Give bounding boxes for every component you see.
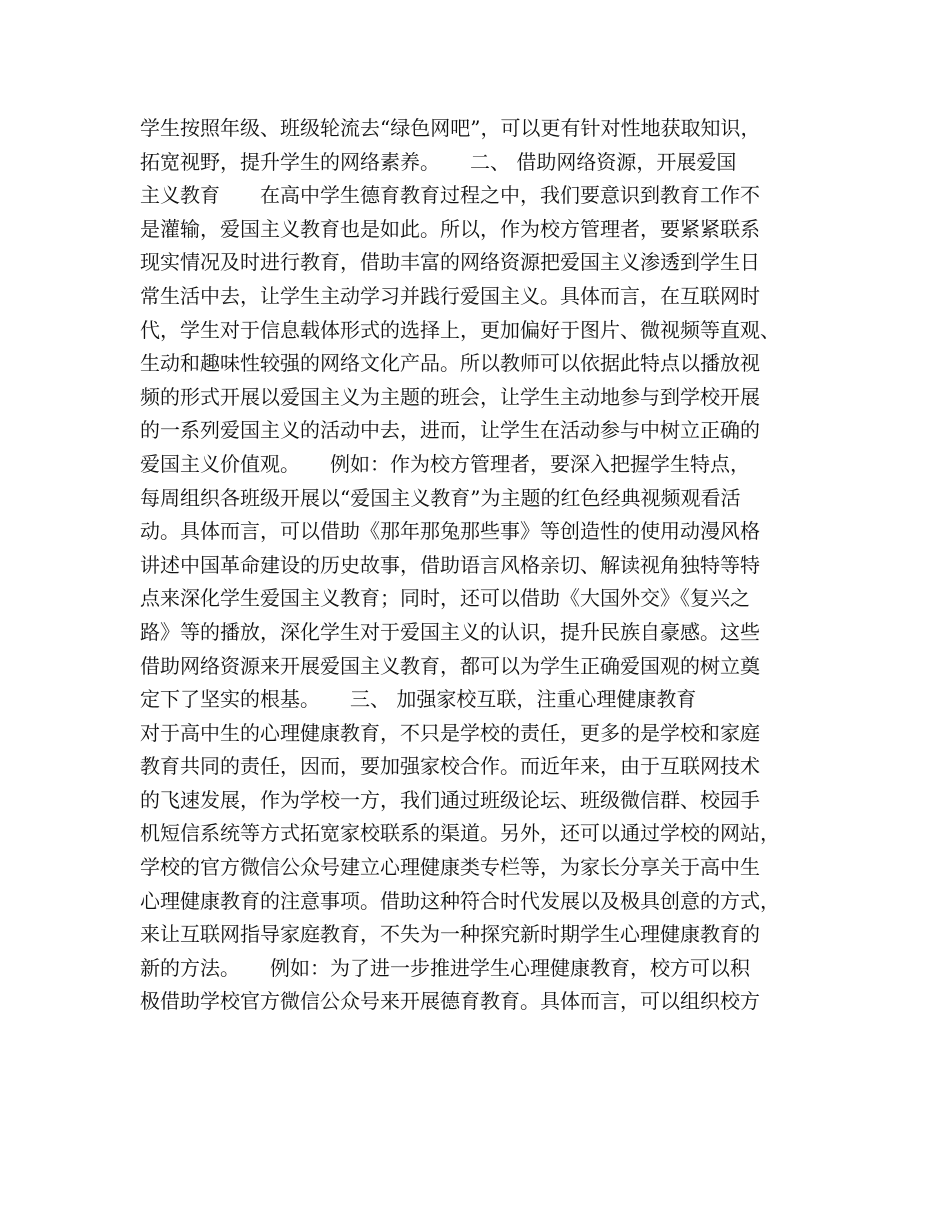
text-line: 极借助学校官方微信公众号来开展德育教育。具体而言，可以组织校方 <box>140 989 760 1014</box>
text-line: 定下了坚实的根基。 三、 加强家校互联，注重心理健康教育 <box>140 687 697 712</box>
text-line: 现实情况及时进行教育，借助丰富的网络资源把爱国主义渗透到学生日 <box>140 250 760 275</box>
text-line: 路》等的播放，深化学生对于爱国主义的认识，提升民族自豪感。这些 <box>140 619 760 644</box>
text-line: 学生按照年级、班级轮流去“绿色网吧”，可以更有针对性地获取知识， <box>140 116 761 140</box>
body-text <box>140 112 830 1019</box>
text-line: 生动和趣味性较强的网络文化产品。所以教师可以依据此特点以播放视 <box>140 351 760 376</box>
text-line: 来让互联网指导家庭教育，不失为一种探究新时期学生心理健康教育的 <box>140 922 760 947</box>
text-line: 教育共同的责任，因而，要加强家校合作。而近年来，由于互联网技术 <box>140 754 760 779</box>
text-line: 常生活中去，让学生主动学习并践行爱国主义。具体而言，在互联网时 <box>140 283 760 308</box>
text-line: 点来深化学生爱国主义教育；同时，还可以借助《大国外交》《复兴之 <box>140 586 750 611</box>
text-line: 借助网络资源来开展爱国主义教育，都可以为学生正确爱国观的树立奠 <box>140 653 760 678</box>
text-line: 频的形式开展以爱国主义为主题的班会，让学生主动地参与到学校开展 <box>140 384 760 409</box>
text-line: 拓宽视野，提升学生的网络素养。 二、 借助网络资源，开展爱国 <box>140 149 737 174</box>
text-line: 对于高中生的心理健康教育，不只是学校的责任，更多的是学校和家庭 <box>140 720 760 745</box>
text-line: 学校的官方微信公众号建立心理健康类专栏等，为家长分享关于高中生 <box>140 855 760 880</box>
text-line: 代，学生对于信息载体形式的选择上，更加偏好于图片、微视频等直观、 <box>140 317 780 342</box>
text-line: 是灌输，爱国主义教育也是如此。所以，作为校方管理者，要紧紧联系 <box>140 216 760 241</box>
text-line: 讲述中国革命建设的历史故事，借助语言风格亲切、解读视角独特等特 <box>140 552 760 577</box>
text-line: 爱国主义价值观。 例如：作为校方管理者，要深入把握学生特点， <box>140 451 750 476</box>
text-line: 每周组织各班级开展以“爱国主义教育”为主题的红色经典视频观看活 <box>140 485 741 510</box>
text-line: 心理健康教育的注意事项。借助这种符合时代发展以及极具创意的方式， <box>140 888 780 913</box>
text-line: 的飞速发展，作为学校一方，我们通过班级论坛、班级微信群、校园手 <box>140 787 760 812</box>
text-line: 动。具体而言，可以借助《那年那兔那些事》等创造性的使用动漫风格 <box>140 519 760 544</box>
text-line: 新的方法。 例如：为了进一步推进学生心理健康教育，校方可以积 <box>140 955 750 980</box>
text-line: 的一系列爱国主义的活动中去，进而，让学生在活动参与中树立正确的 <box>140 418 760 443</box>
text-line: 主义教育 在高中学生德育教育过程之中，我们要意识到教育工作不 <box>140 183 760 208</box>
text-line: 机短信系统等方式拓宽家校联系的渠道。另外，还可以通过学校的网站， <box>140 821 780 846</box>
